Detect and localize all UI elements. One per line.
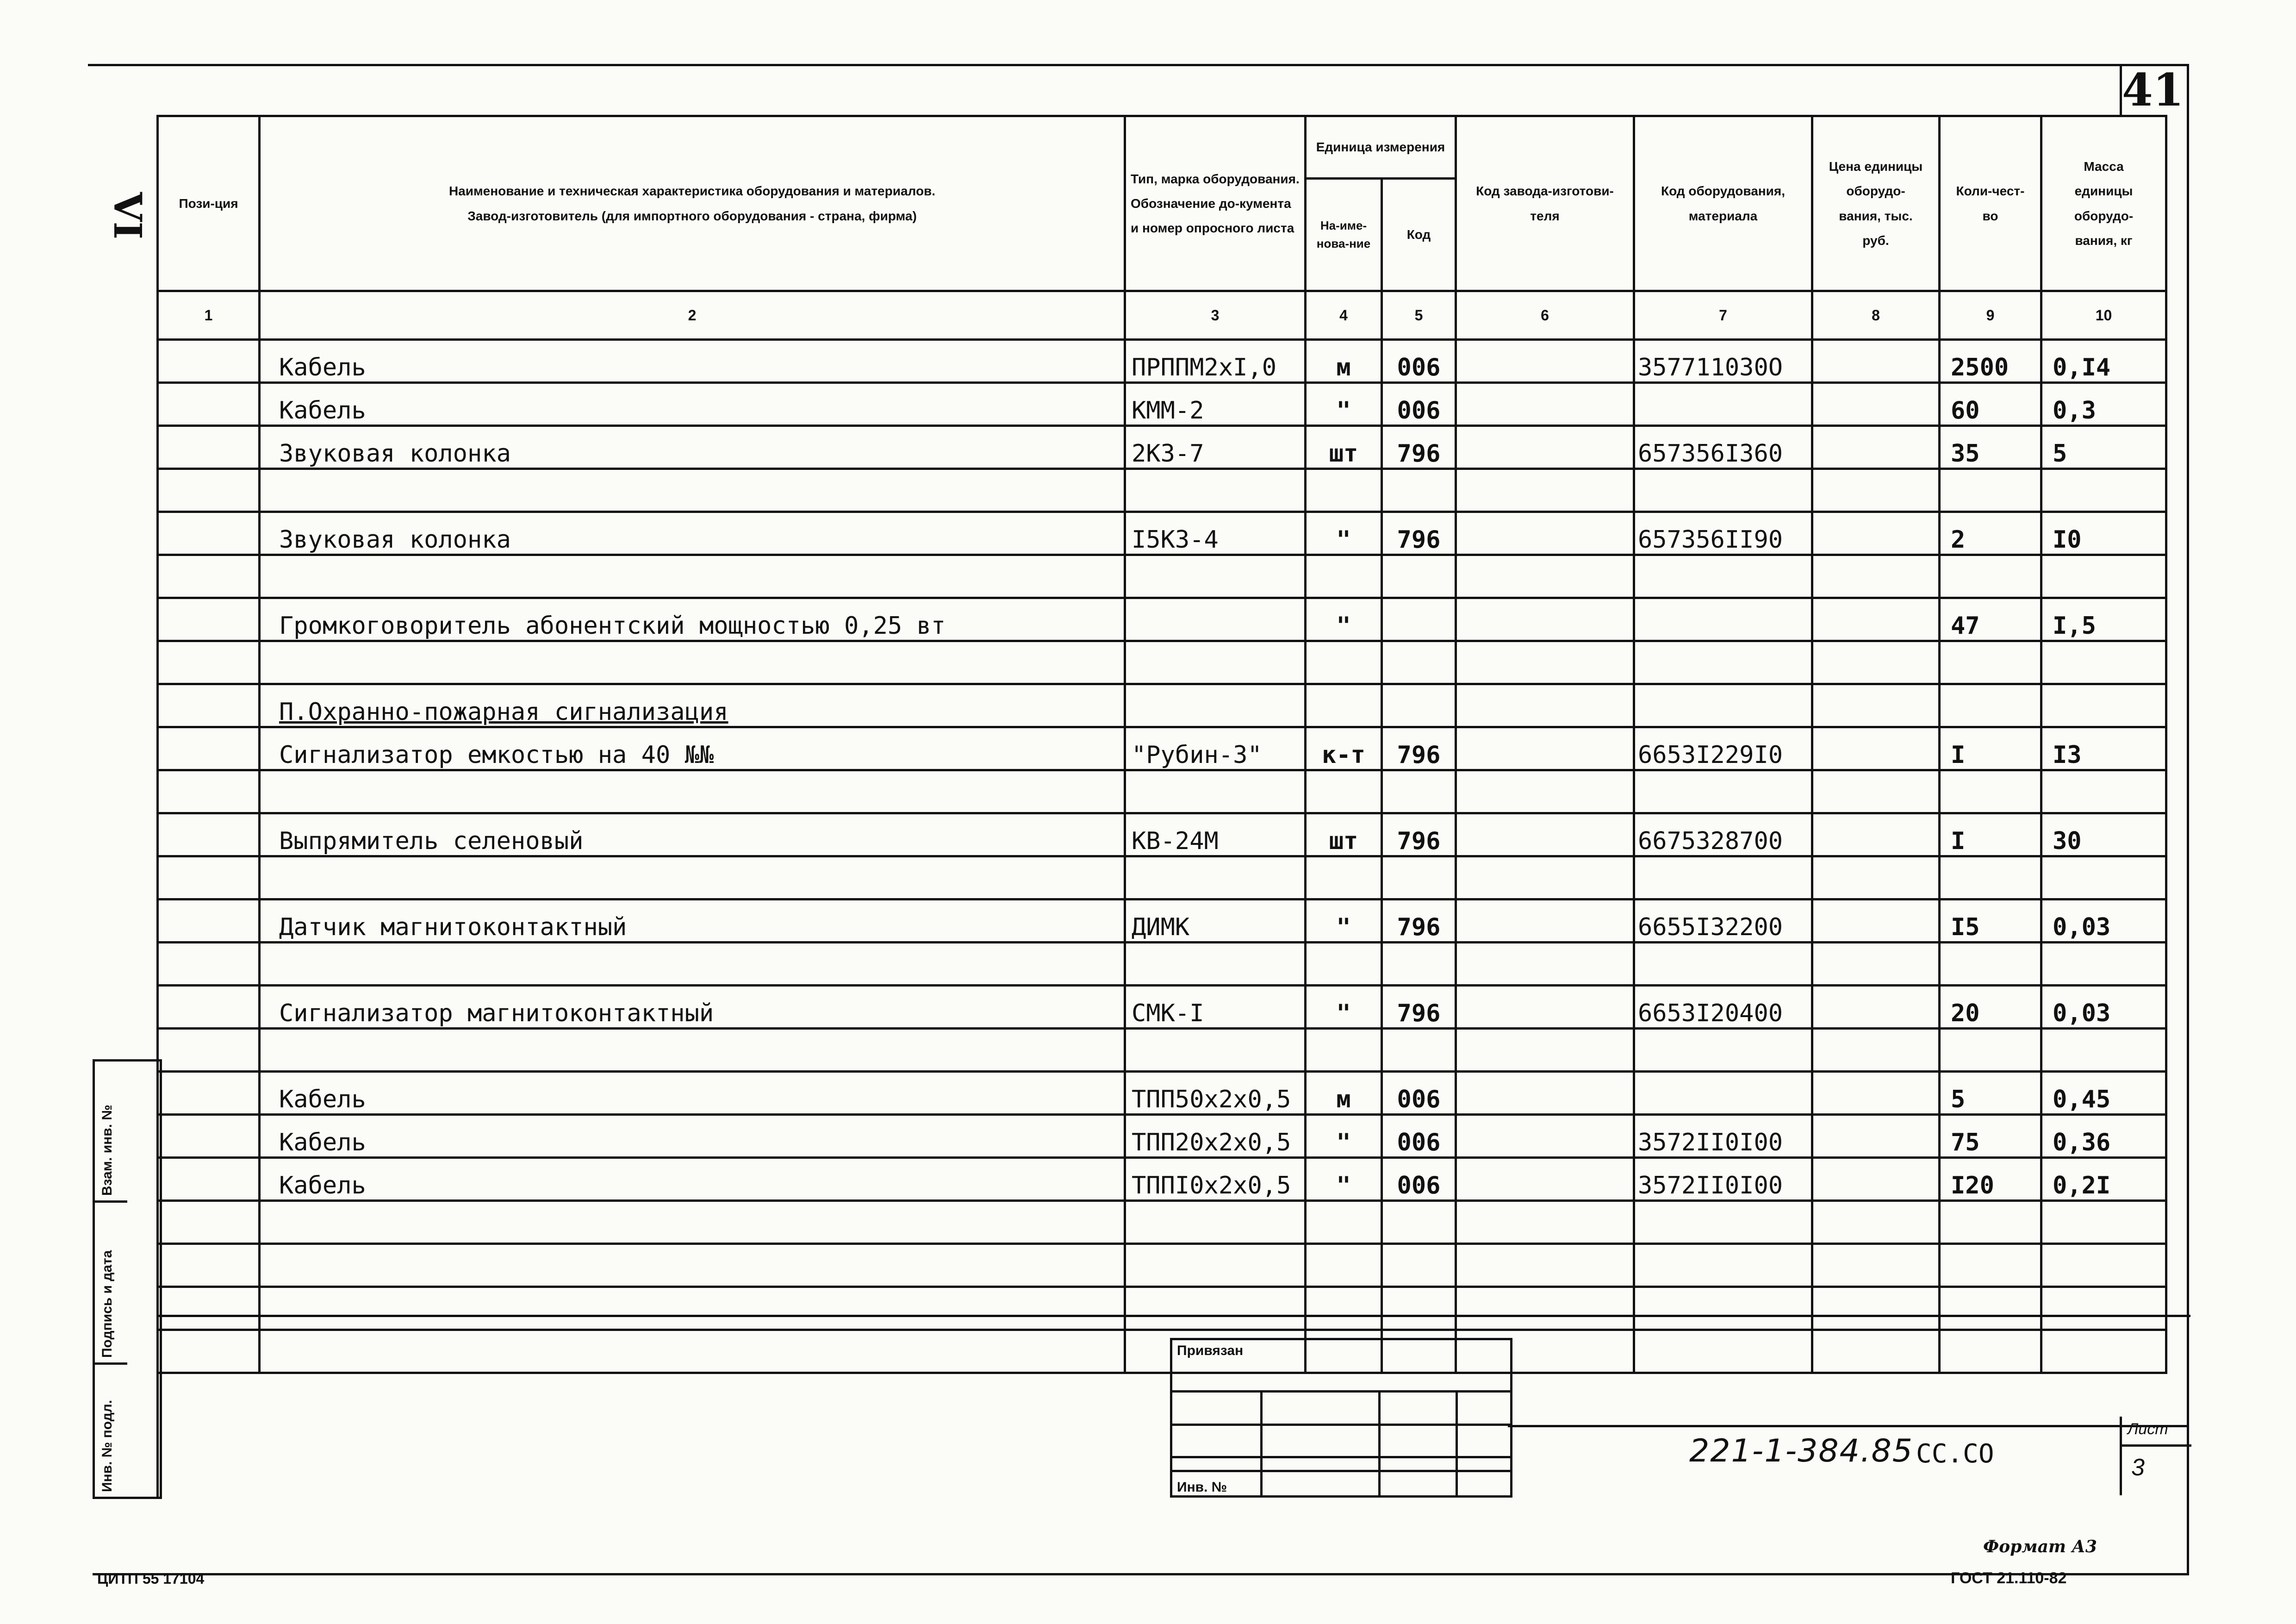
table-row [158,1244,2166,1287]
sheet-corner-number: 41 [2120,65,2173,116]
cell-maker [1456,986,1634,1029]
cell-pos [158,1201,260,1244]
table-row [158,1072,2166,1115]
binding-divider [1378,1390,1381,1495]
cell-type: I5КЗ-4 [1125,512,1306,555]
binding-divider [1456,1390,1458,1495]
cell-ucode [1382,555,1456,598]
cell-unit [1306,1201,1382,1244]
cell-code: 6675328700 [1634,813,1812,856]
cell-unit: к-т [1306,727,1382,770]
frame-top-line [88,64,2189,66]
cell-unit: " [1306,1158,1382,1201]
cell-mass: 0,2I [2041,1158,2166,1201]
cell-maker [1456,1029,1634,1072]
cell-maker [1456,1115,1634,1158]
cell-price [1812,899,1940,943]
cell-ucode: 006 [1382,1115,1456,1158]
cell-qty: 75 [1940,1115,2041,1158]
sheet-box [2120,1417,2191,1495]
cell-pos [158,1158,260,1201]
cell-unit: " [1306,1115,1382,1158]
cell-name: Кабель [260,383,1125,426]
binding-rule [1172,1424,1510,1426]
cell-ucode: 796 [1382,813,1456,856]
cell-qty: I [1940,813,2041,856]
cell-pos [158,986,260,1029]
cell-pos [158,813,260,856]
column-number: 5 [1382,291,1456,340]
cell-price [1812,383,1940,426]
cell-name: Звуковая колонка [260,426,1125,469]
binding-divider [1260,1390,1263,1495]
cell-maker [1456,512,1634,555]
cell-qty: I5 [1940,899,2041,943]
cell-code [1634,1072,1812,1115]
cell-type: ТПП20х2х0,5 [1125,1115,1306,1158]
header-position: Пози-ция [158,116,260,291]
cell-type [1125,598,1306,641]
cell-qty: I20 [1940,1158,2041,1201]
table-row [158,426,2166,469]
cell-mass: I,5 [2041,598,2166,641]
cell-ucode [1382,1029,1456,1072]
table-row [158,555,2166,598]
cell-ucode: 006 [1382,1072,1456,1115]
cell-price [1812,943,1940,986]
margin-stamp [93,1059,162,1499]
cell-qty [1940,1244,2041,1287]
column-number: 1 [158,291,260,340]
cell-mass: I3 [2041,727,2166,770]
cell-code: 657356II90 [1634,512,1812,555]
cell-code [1634,469,1812,512]
format-label: Формат А3 [1983,1537,2097,1556]
cell-ucode [1382,469,1456,512]
column-number: 8 [1812,291,1940,340]
cell-price [1812,684,1940,727]
cell-type: ПРППМ2хI,0 [1125,340,1306,383]
table-row [158,641,2166,684]
cell-qty [1940,684,2041,727]
cell-code [1634,1029,1812,1072]
cell-type [1125,943,1306,986]
stamp-divider [95,1362,127,1365]
cell-price [1812,1158,1940,1201]
cell-maker [1456,856,1634,899]
cell-qty: I [1940,727,2041,770]
cell-code [1634,770,1812,813]
cell-name: Датчик магнитоконтактный [260,899,1125,943]
cell-ucode: 796 [1382,986,1456,1029]
header-name [260,116,1125,291]
cell-maker [1456,469,1634,512]
table-body [158,340,2166,1373]
cell-name: Сигнализатор магнитоконтактный [260,986,1125,1029]
cell-maker [1456,813,1634,856]
table-row [158,1158,2166,1201]
cell-ucode [1382,1244,1456,1287]
column-number-row [158,291,2166,340]
cell-code [1634,598,1812,641]
cell-type: ДИМК [1125,899,1306,943]
cell-name: Кабель [260,1115,1125,1158]
cell-type [1125,641,1306,684]
cell-qty: 2500 [1940,340,2041,383]
cell-qty [1940,641,2041,684]
cell-ucode [1382,1201,1456,1244]
cell-unit: " [1306,383,1382,426]
cell-name [260,1244,1125,1287]
cell-code [1634,555,1812,598]
cell-maker [1456,943,1634,986]
cell-name: Звуковая колонка [260,512,1125,555]
header-maker-code: Код завода-изготови-теля [1456,116,1634,291]
cell-pos [158,512,260,555]
cell-name [260,641,1125,684]
cell-price [1812,727,1940,770]
table-row [158,899,2166,943]
cell-price [1812,1201,1940,1244]
header-unit-name: На-име-нова-ние [1306,179,1382,291]
cell-mass: 0,45 [2041,1072,2166,1115]
cell-mass [2041,770,2166,813]
cell-type [1125,1029,1306,1072]
cell-price [1812,555,1940,598]
cell-code: 3572II0I00 [1634,1158,1812,1201]
cell-ucode [1382,943,1456,986]
sheet-box-rule [2122,1444,2191,1447]
table-row [158,1029,2166,1072]
cell-pos [158,943,260,986]
cell-price [1812,469,1940,512]
cell-pos [158,641,260,684]
cell-unit: " [1306,598,1382,641]
cell-qty [1940,555,2041,598]
cell-type [1125,555,1306,598]
stamp-inv-orig: Инв. № подл. [100,1399,115,1492]
cell-mass [2041,1029,2166,1072]
cell-name [260,555,1125,598]
cell-maker [1456,641,1634,684]
cell-ucode: 006 [1382,1158,1456,1201]
cell-maker [1456,598,1634,641]
cell-qty [1940,856,2041,899]
cell-code [1634,856,1812,899]
cell-code [1634,1244,1812,1287]
cell-mass [2041,1244,2166,1287]
cell-pos [158,770,260,813]
cell-unit [1306,469,1382,512]
gost-label: ГОСТ 21.110-82 [1951,1569,2067,1587]
cell-unit [1306,641,1382,684]
cell-pos [158,1072,260,1115]
cell-type [1125,684,1306,727]
header-row [158,116,2166,179]
cell-pos [158,727,260,770]
cell-ucode [1382,856,1456,899]
cell-mass: I0 [2041,512,2166,555]
cell-maker [1456,770,1634,813]
cell-maker [1456,899,1634,943]
cell-pos [158,383,260,426]
cell-type: ТППI0х2х0,5 [1125,1158,1306,1201]
doc-number: 221-1-384.85 [1689,1433,1914,1469]
cell-unit: " [1306,986,1382,1029]
cell-maker [1456,426,1634,469]
header-unit-code: Код [1382,179,1456,291]
header-unit-price: Цена единицы оборудо-вания, тыс. руб. [1812,116,1940,291]
stamp-divider [95,1200,127,1203]
binding-rule [1172,1456,1510,1458]
cell-pos [158,899,260,943]
cell-name [260,943,1125,986]
cell-ucode [1382,598,1456,641]
cell-name [260,1029,1125,1072]
cell-price [1812,426,1940,469]
title-block-rule [1508,1425,2188,1427]
cell-unit [1306,1244,1382,1287]
cell-name: П.Охранно-пожарная сигнализация [260,684,1125,727]
cell-pos [158,684,260,727]
cell-type: КВ-24М [1125,813,1306,856]
cell-code: 6655I32200 [1634,899,1812,943]
cell-unit [1306,555,1382,598]
cell-maker [1456,727,1634,770]
column-number: 9 [1940,291,2041,340]
cell-pos [158,555,260,598]
cell-price [1812,512,1940,555]
table-row [158,340,2166,383]
header-name-line2: Завод-изготовитель (для импортного оборудования - страна, фирма) [467,208,917,223]
table-row [158,1115,2166,1158]
cell-maker [1456,1072,1634,1115]
cell-mass [2041,943,2166,986]
column-number: 10 [2041,291,2166,340]
table-row [158,727,2166,770]
cell-maker [1456,383,1634,426]
table-row [158,598,2166,641]
cell-price [1812,986,1940,1029]
table-row [158,856,2166,899]
binding-rule [1172,1390,1510,1393]
cell-type: ТПП50х2х0,5 [1125,1072,1306,1115]
table-row [158,512,2166,555]
cell-unit: м [1306,1072,1382,1115]
cell-price [1812,641,1940,684]
roman-numeral: VI [105,192,149,239]
cell-price [1812,813,1940,856]
cell-pos [158,340,260,383]
cell-price [1812,340,1940,383]
cell-price [1812,770,1940,813]
cell-mass [2041,856,2166,899]
cell-unit [1306,943,1382,986]
cell-code: 657356I360 [1634,426,1812,469]
cell-qty: 35 [1940,426,2041,469]
cell-qty: 20 [1940,986,2041,1029]
cell-ucode: 006 [1382,383,1456,426]
cell-code: 6653I229I0 [1634,727,1812,770]
specification-table [156,115,2167,1374]
cell-name: Сигнализатор емкостью на 40 №№ [260,727,1125,770]
cell-unit: м [1306,340,1382,383]
cell-ucode: 796 [1382,512,1456,555]
header-mass: Масса единицы оборудо-вания, кг [2041,116,2166,291]
cell-unit: " [1306,899,1382,943]
cell-name [260,770,1125,813]
cell-mass [2041,684,2166,727]
cell-mass: 0,3 [2041,383,2166,426]
cell-pos [158,469,260,512]
cell-mass: 5 [2041,426,2166,469]
cell-maker [1456,1244,1634,1287]
cell-mass: 0,03 [2041,899,2166,943]
cell-code [1634,641,1812,684]
cell-mass [2041,555,2166,598]
cell-ucode: 796 [1382,426,1456,469]
column-number: 7 [1634,291,1812,340]
cell-type [1125,1201,1306,1244]
cell-unit [1306,770,1382,813]
cell-qty [1940,469,2041,512]
header-quantity: Коли-чест-во [1940,116,2041,291]
cell-maker [1456,684,1634,727]
table-row [158,1201,2166,1244]
cell-name: Кабель [260,1072,1125,1115]
frame-bottom-line [93,1573,2189,1575]
cell-mass: 0,36 [2041,1115,2166,1158]
cell-name: Кабель [260,1158,1125,1201]
header-name-line1: Наименование и техническая характеристика оборудования и материалов. [448,184,936,199]
cell-pos [158,598,260,641]
cell-pos [158,1115,260,1158]
cell-pos [158,1029,260,1072]
cell-qty: 47 [1940,598,2041,641]
cell-price [1812,1029,1940,1072]
sheet-number: 3 [2131,1454,2145,1481]
table-row [158,770,2166,813]
cell-ucode: 796 [1382,899,1456,943]
table-row [158,813,2166,856]
cell-mass [2041,1201,2166,1244]
cell-type [1125,770,1306,813]
cell-qty: 2 [1940,512,2041,555]
cell-code: 6653I20400 [1634,986,1812,1029]
cell-unit: шт [1306,813,1382,856]
cell-code [1634,1201,1812,1244]
cell-unit [1306,684,1382,727]
cell-mass: 30 [2041,813,2166,856]
cell-name [260,469,1125,512]
table-row [158,986,2166,1029]
table-row [158,684,2166,727]
cell-price [1812,598,1940,641]
table-row [158,469,2166,512]
binding-rule [1172,1470,1510,1472]
header-equipment-code: Код оборудования, материала [1634,116,1812,291]
cell-type [1125,1244,1306,1287]
stamp-inv-replace: Взам. инв. № [100,1105,115,1196]
cell-ucode [1382,770,1456,813]
binding-inv-label: Инв. № [1177,1480,1227,1495]
cell-pos [158,856,260,899]
cell-maker [1456,1158,1634,1201]
column-number: 2 [260,291,1125,340]
cell-type: СМК-I [1125,986,1306,1029]
cell-qty: 60 [1940,383,2041,426]
cell-qty [1940,770,2041,813]
doc-code: СС.СО [1916,1439,1994,1469]
cell-name [260,856,1125,899]
binding-label: Привязан [1177,1343,1244,1358]
sheet-label: Лист [2128,1420,2168,1438]
cell-price [1812,1244,1940,1287]
binding-block [1170,1338,1512,1498]
cell-maker [1456,340,1634,383]
cell-unit: шт [1306,426,1382,469]
cell-code: 357711030О [1634,340,1812,383]
cell-maker [1456,1201,1634,1244]
cell-type [1125,469,1306,512]
column-number: 4 [1306,291,1382,340]
cell-qty [1940,1029,2041,1072]
cell-mass: 0,03 [2041,986,2166,1029]
cell-type: 2КЗ-7 [1125,426,1306,469]
cell-unit: " [1306,512,1382,555]
column-number: 3 [1125,291,1306,340]
cell-code: 3572II0I00 [1634,1115,1812,1158]
cell-unit [1306,856,1382,899]
stamp-sign-date: Подпись и дата [100,1250,115,1358]
cell-unit [1306,1029,1382,1072]
cell-ucode [1382,641,1456,684]
cell-price [1812,856,1940,899]
cell-type: "Рубин-3" [1125,727,1306,770]
cell-name: Громкоговоритель абонентский мощностью 0,25 вт [260,598,1125,641]
cell-name [260,1201,1125,1244]
citp-label: ЦИТП 55 17104 [97,1570,205,1587]
cell-mass: 0,I4 [2041,340,2166,383]
cell-pos [158,1244,260,1287]
cell-qty: 5 [1940,1072,2041,1115]
cell-ucode: 006 [1382,340,1456,383]
column-number: 6 [1456,291,1634,340]
cell-mass [2041,641,2166,684]
cell-ucode [1382,684,1456,727]
cell-name: Кабель [260,340,1125,383]
header-type: Тип, марка оборудования. Обозначение до-кумента и номер опросного листа [1125,116,1306,291]
cell-pos [158,426,260,469]
cell-code [1634,383,1812,426]
cell-code [1634,684,1812,727]
header-unit-group: Единица измерения [1306,116,1456,179]
cell-type [1125,856,1306,899]
cell-name: Выпрямитель селеновый [260,813,1125,856]
cell-price [1812,1072,1940,1115]
cell-mass [2041,469,2166,512]
cell-qty [1940,943,2041,986]
cell-maker [1456,555,1634,598]
cell-ucode: 796 [1382,727,1456,770]
table-row [158,943,2166,986]
cell-qty [1940,1201,2041,1244]
cell-type: КММ-2 [1125,383,1306,426]
cell-price [1812,1115,1940,1158]
cell-code [1634,943,1812,986]
table-row [158,383,2166,426]
